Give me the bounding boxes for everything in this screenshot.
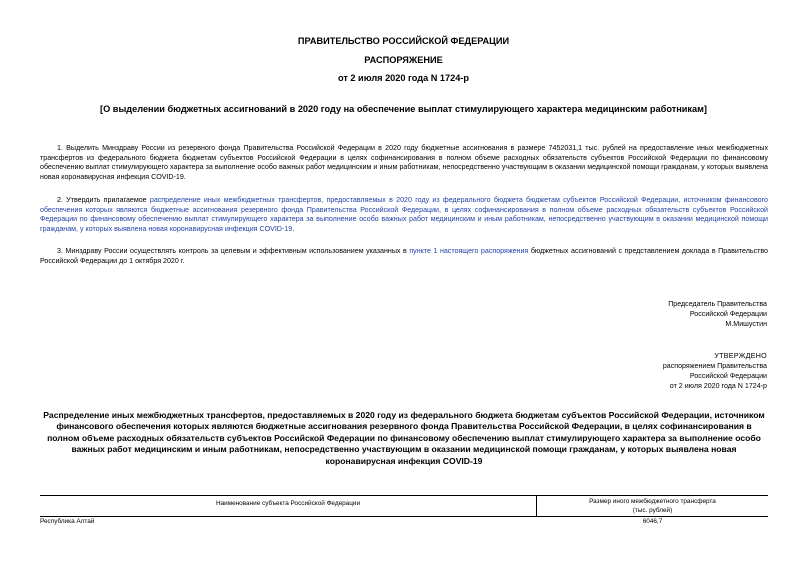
column-header-amount-line-2: (тыс. рублей) [632,506,673,514]
distribution-annex-link[interactable]: распределение иных межбюджетных трансфертов, предоставляемых в 2020 году из федерального бюджета бюджетам субъектов Российской Федерации, источником финансового обеспечения которых являются бюджетные ассигнования резервного фонда Правительства Российской Федерации, в целях софинансирования в полном объеме расходных обязательств субъектов Российской Федерации по финансовому обеспечению выплат стимулирующего характера за выполнение особо важных работ медицинским и иным работникам, непосредственно участвующим в оказании медицинской помощи гражданам, у которых выявлена новая коронавирусная инфекция COVID-19 [40,196,768,234]
paragraph-3 [40,247,768,266]
signature-title-line: Председатель Правительства [668,300,767,308]
approval-title: УТВЕРЖДЕНО [714,352,767,360]
column-header-amount [537,496,768,516]
signature-country-line: Российской Федерации [689,310,767,318]
table-row [40,517,768,527]
amount-cell: 6046,7 [642,518,663,525]
approval-line-2: Российской Федерации [689,372,767,380]
paragraph-2 [40,196,768,235]
approval-line-1: распоряжением Правительства [662,362,767,370]
signature-name: М.Мишустин [725,320,767,328]
annex-title: Распределение иных межбюджетных трансфертов, предоставляемых в 2020 году из федерального бюджета бюджетам субъектов Российской Федерации, источником финансового обеспечения которых являются бюджетные ассигнования резервного фонда Правительства Российской Федерации, в целях софинансирования в полном объеме расходных обязательств субъектов Российской Федерации по финансовому обеспечению выплат стимулирующего характера за выполнение особо важных работ медицинским и иным работникам, непосредственно участвующим в оказании медицинской помощи гражданам, у которых выявлена новая коронавирусная инфекция COVID-19 [43,410,765,466]
distribution-table-header [40,495,768,517]
column-header-region: Наименование субъекта Российской Федерации [40,496,537,516]
paragraph-1: 1. Выделить Минздраву России из резервного фонда Правительства Российской Федерации в 2020 году бюджетные ассигнования в размере 7452031,1 тыс. рублей на предоставление иных межбюджетных трансфертов из федерального бюджета бюджетам субъектов Российской Федерации в целях софинансирования в полном объеме расходных обязательств субъектов Российской Федерации по финансовому обеспечению выплат стимулирующего характера за выполнение особо важных работ медицинским и иным работникам, непосредственно участвующим в оказании медицинской помощи гражданам, у которых выявлена новая коронавирусная инфекция COVID-19. [40,144,768,182]
paragraph-1-reference-link[interactable]: пункте 1 настоящего распоряжения [409,247,529,255]
paragraph-2-suffix: . [292,225,295,234]
approval-block [467,351,767,391]
paragraph-3-prefix: 3. Минздраву России осуществлять контроль за целевым и эффективным использованием указанных в [57,247,410,255]
document-subject: [О выделении бюджетных ассигнований в 2020 году на обеспечение выплат стимулирующего характера медицинским работникам] [100,104,707,114]
column-header-amount-line-1: Размер иного межбюджетного трансферта [589,498,716,505]
approval-line-3: от 2 июля 2020 года N 1724-р [669,382,767,390]
document-type-heading: РАСПОРЯЖЕНИЕ [364,55,443,65]
government-heading: ПРАВИТЕЛЬСТВО РОССИЙСКОЙ ФЕДЕРАЦИИ [297,36,510,46]
region-cell: Республика Алтай [40,518,95,525]
paragraph-2-prefix: 2. Утвердить прилагаемое [57,196,150,204]
signature-block [467,299,767,329]
paragraph-3-suffix: бюджетных ассигнований с представлением доклада в Правительство Российской Федерации до 1 октября 2020 г. [40,247,769,265]
document-date-number: от 2 июля 2020 года N 1724-р [337,73,470,83]
